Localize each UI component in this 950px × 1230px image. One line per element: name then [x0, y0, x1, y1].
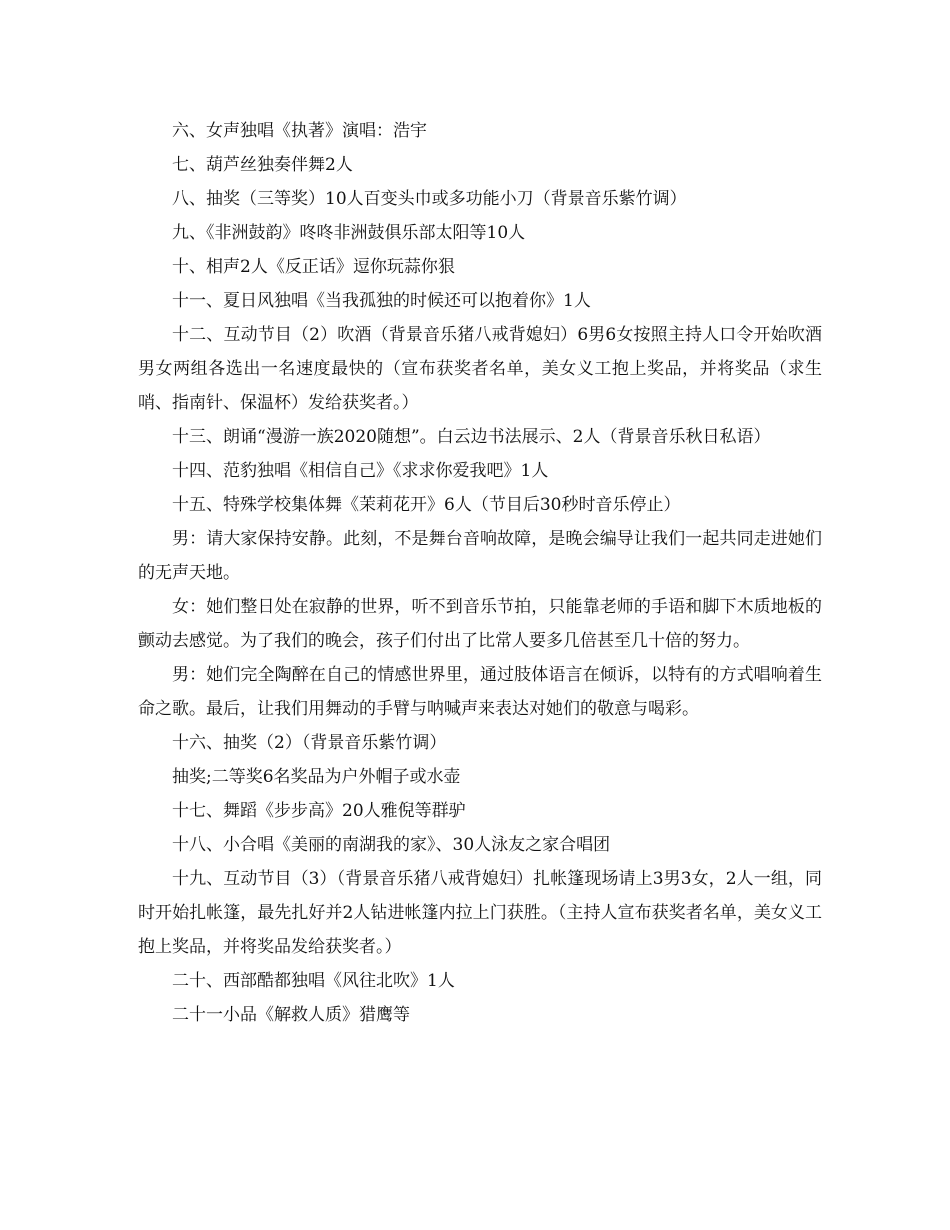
program-item-11: 十一、夏日风独唱《当我孤独的时候还可以抱着你》1人 — [172, 291, 591, 311]
host-line-male-1: 男：请大家保持安静。此刻，不是舞台音响故障，是晚会编导让我们一起共同走进她们的无声天地。 — [138, 529, 822, 583]
program-item-9: 九、《非洲鼓韵》咚咚非洲鼓俱乐部太阳等10人 — [172, 223, 526, 243]
document-body — [138, 114, 822, 1032]
program-item-18: 十八、小合唱《美丽的南湖我的家》、30人泳友之家合唱团 — [172, 835, 611, 855]
program-item-17: 十七、舞蹈《步步高》20人雅倪等群驴 — [172, 801, 466, 821]
program-item-13: 十三、朗诵“漫游一族2020随想”。白云边书法展示、2人（背景音乐秋日私语） — [172, 427, 771, 447]
program-item-20: 二十、西部酷都独唱《风往北吹》1人 — [172, 971, 455, 991]
program-item-12: 十二、互动节目（2）吹酒（背景音乐猪八戒背媳妇）6男6女按照主持人口令开始吹酒男女两组各选出一名速度最快的（宣布获奖者名单，美女义工抱上奖品，并将奖品（求生哨、指南针、保温杯）发给获奖者。） — [138, 325, 822, 413]
host-line-female-1: 女：她们整日处在寂静的世界，听不到音乐节拍，只能靠老师的手语和脚下木质地板的颤动去感觉。为了我们的晚会，孩子们付出了比常人要多几倍甚至几十倍的努力。 — [138, 597, 822, 651]
program-item-6: 六、女声独唱《执著》演唱：浩宇 — [172, 121, 427, 141]
host-line-male-2: 男：她们完全陶醉在自己的情感世界里，通过肢体语言在倾诉，以特有的方式唱响着生命之歌。最后，让我们用舞动的手臂与呐喊声来表达对她们的敬意与喝彩。 — [138, 665, 822, 719]
program-item-21: 二十一小品《解救人质》猎鹰等 — [172, 1005, 410, 1025]
program-item-15: 十五、特殊学校集体舞《茉莉花开》6人（节目后30秒时音乐停止） — [172, 495, 681, 515]
lottery-note: 抽奖;二等奖6名奖品为户外帽子或水壶 — [172, 767, 461, 787]
program-item-10: 十、相声2人《反正话》逗你玩蒜你狠 — [172, 257, 455, 277]
program-item-19: 十九、互动节目（3）（背景音乐猪八戒背媳妇）扎帐篷现场请上3男3女，2人一组，同时开始扎帐篷，最先扎好并2人钻进帐篷内拉上门获胜。（主持人宣布获奖者名单，美女义工抱上奖品，并将奖品发给获奖者。） — [138, 869, 822, 957]
program-item-14: 十四、范豹独唱《相信自己》《求求你爱我吧》1人 — [172, 461, 549, 481]
program-item-8: 八、抽奖（三等奖）10人百变头巾或多功能小刀（背景音乐紫竹调） — [172, 189, 687, 209]
program-item-16: 十六、抽奖（2）（背景音乐紫竹调） — [172, 733, 447, 753]
program-item-7: 七、葫芦丝独奏伴舞2人 — [172, 155, 353, 175]
